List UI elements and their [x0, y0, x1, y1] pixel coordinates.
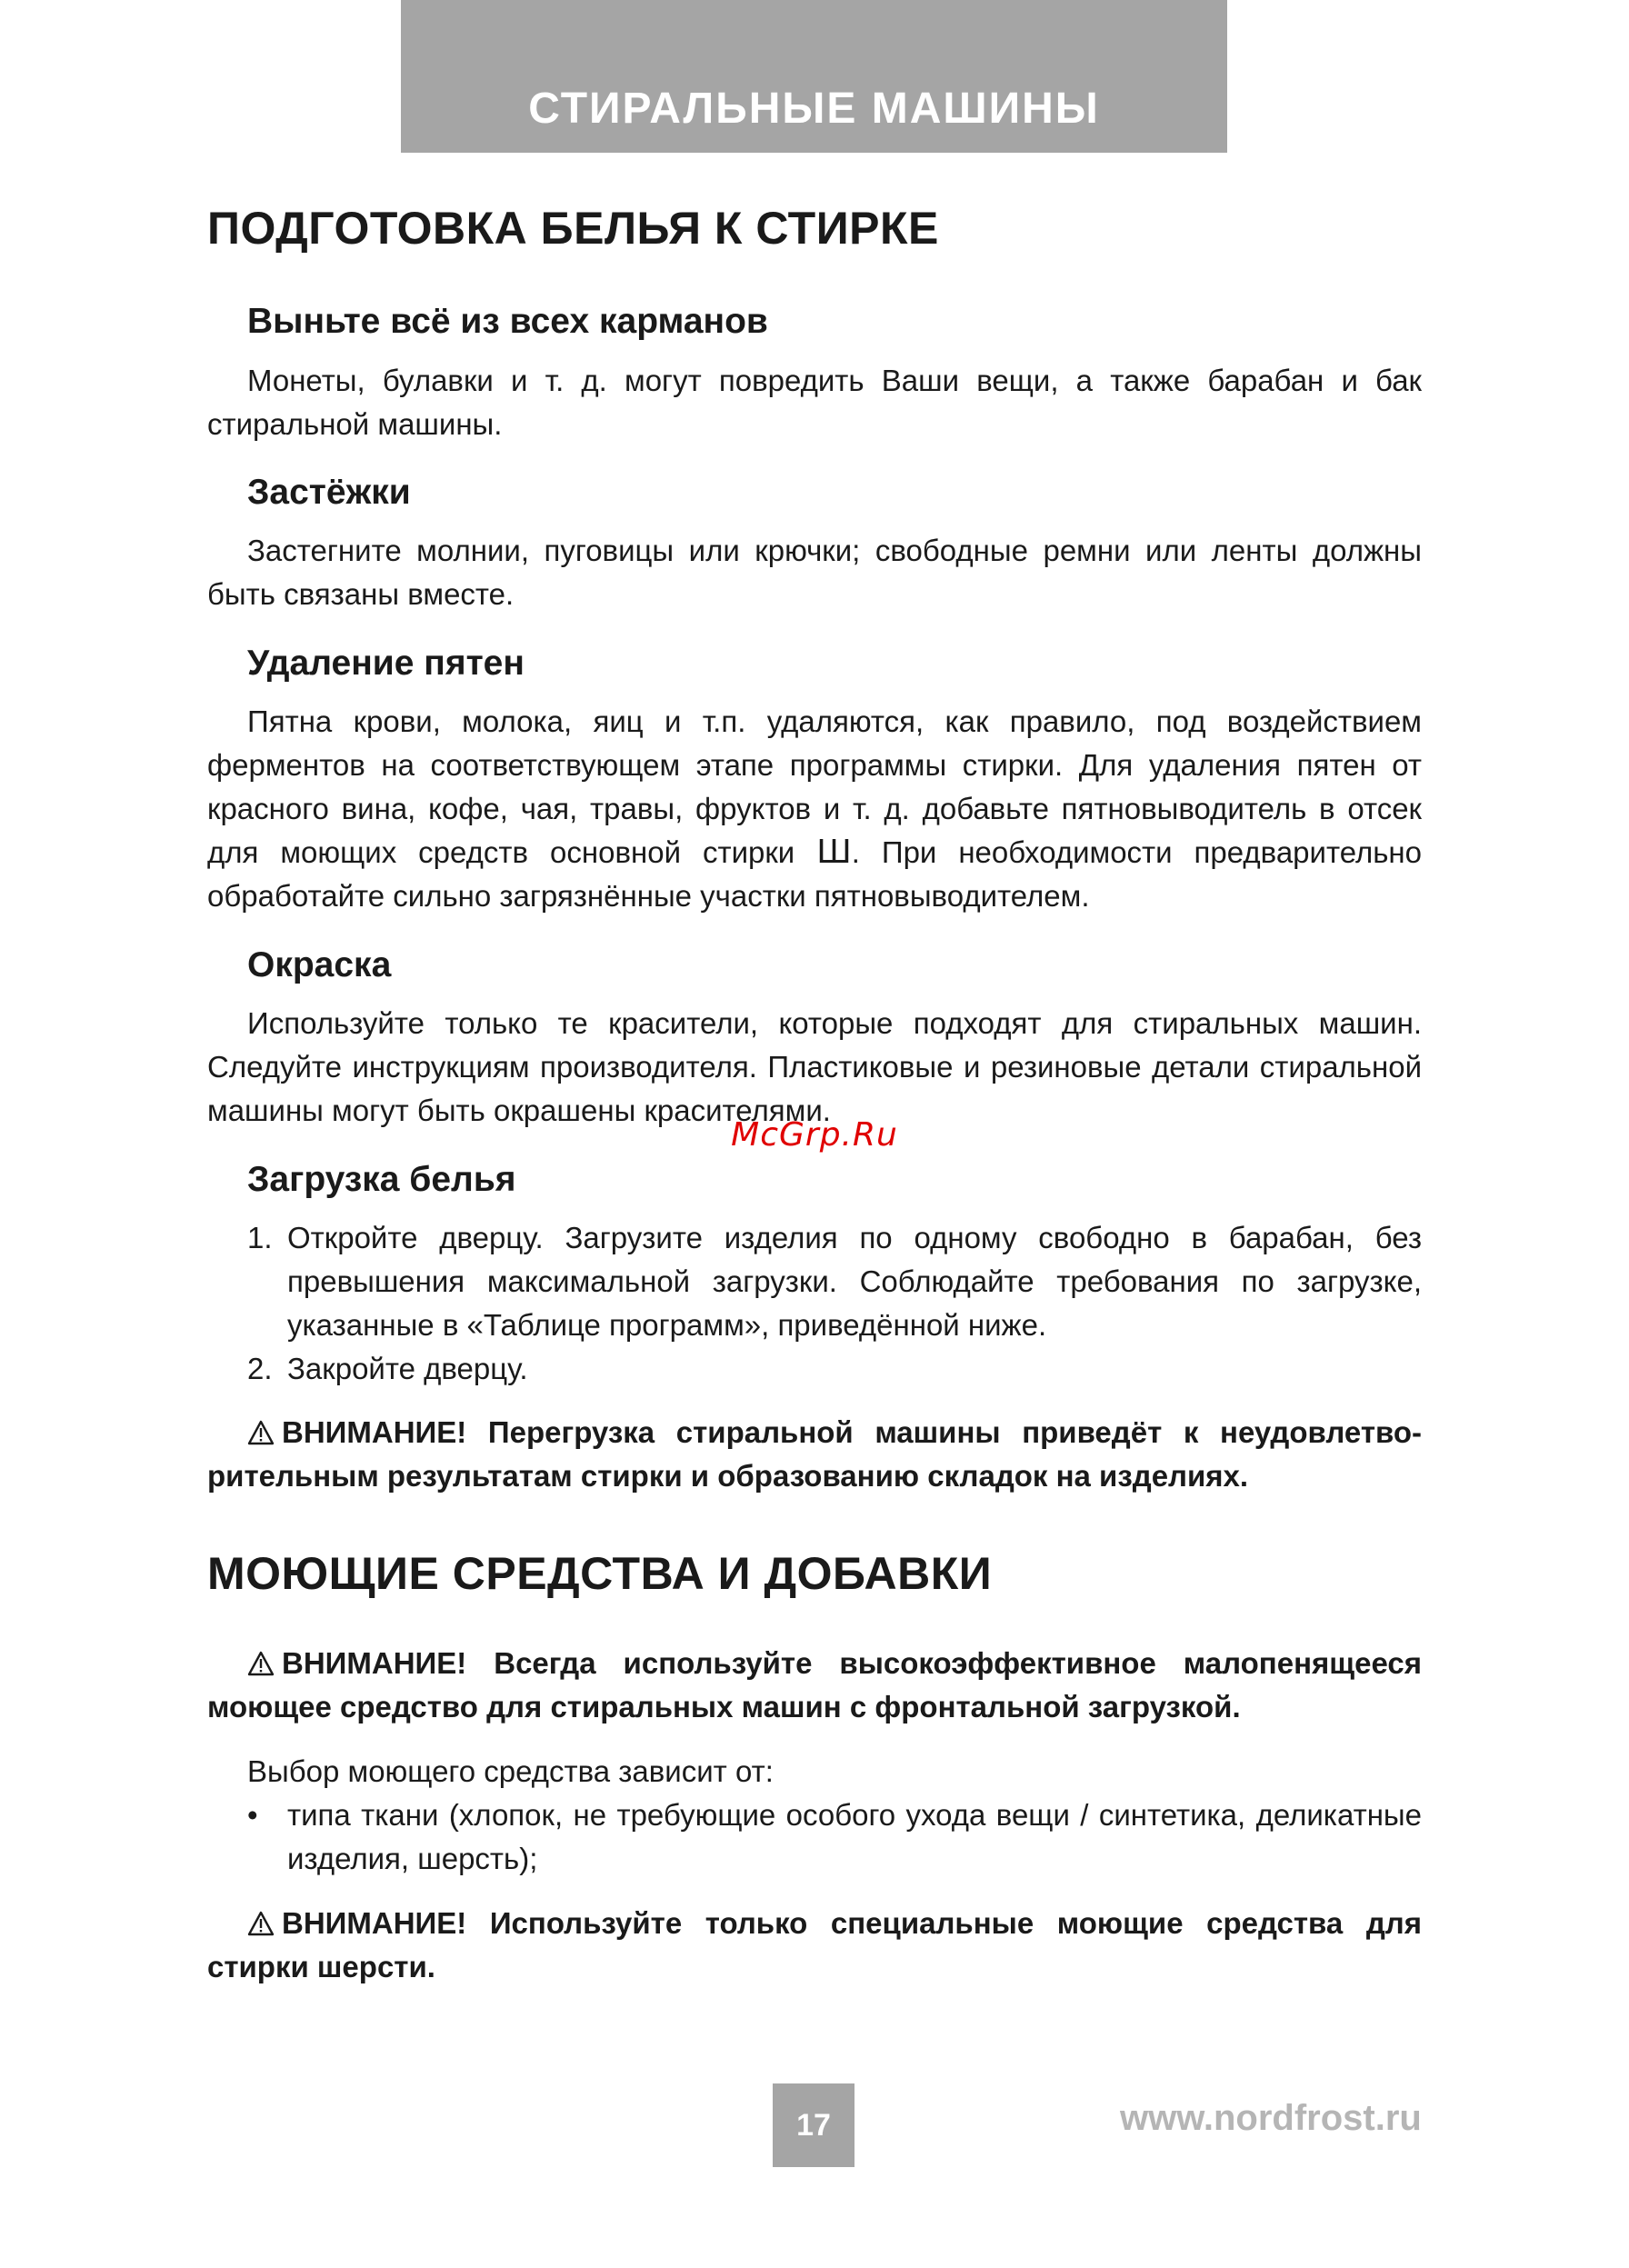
header-title: СТИРАЛЬНЫЕ МАШИНЫ — [528, 85, 1100, 133]
stains-text-part1: Пятна крови, молока, яиц и т.п. удаляются, как правило, под воздействием ферментов на соответствующем этапе программы стирки. Для удаления пятен от красного вина, кофе, чая, травы, фруктов и т. д. добавьте пятновыводитель в отсек для моющих средств основной стирки — [207, 704, 1422, 869]
stains-text-part2: . При необходимости предварительно обработайте сильно загрязнённые участки пятновыводителем. — [207, 835, 1422, 913]
watermark: McGrp.Ru — [731, 1116, 898, 1154]
warning-overload-text: ВНИМАНИЕ! Перегрузка стиральной машины приведёт к неудовлетворительным результатам стирки и образованию складок на изделиях. — [207, 1415, 1422, 1493]
heading-fasteners: Застёжки — [247, 473, 411, 512]
warning-triangle-icon — [247, 1420, 275, 1445]
list-item-text: типа ткани (хлопок, не требующие особого ухода вещи / синтетика, деликатные изделия, шерсть); — [287, 1798, 1422, 1875]
warning-triangle-icon — [247, 1651, 275, 1676]
page-number: 17 — [773, 2083, 854, 2167]
warning-overload — [207, 1411, 1422, 1498]
heading-loading: Загрузка белья — [247, 1160, 516, 1199]
text-dyeing: Используйте только те красители, которые подходят для стиральных машин. Следуйте инструкциям производителя. Пластиковые и резиновые детали стиральной машины могут быть окрашены красителями. — [207, 1006, 1422, 1127]
heading-stains: Удаление пятен — [247, 644, 525, 683]
section-title-preparation: ПОДГОТОВКА БЕЛЬЯ К СТИРКЕ — [207, 203, 939, 254]
text-pockets: Монеты, булавки и т. д. могут повредить Ваши вещи, а также барабан и бак стиральной машины. — [207, 364, 1422, 441]
text-fasteners: Застегните молнии, пуговицы или крючки; свободные ремни или ленты должны быть связаны вместе. — [207, 534, 1422, 611]
main-wash-symbol: Ш — [816, 834, 852, 871]
list-number: 2. — [247, 1352, 273, 1385]
detergent-intro: Выбор моющего средства зависит от: — [247, 1754, 774, 1788]
bullet: • — [247, 1798, 258, 1832]
warning-wool — [207, 1902, 1422, 1989]
list-item-text: Закройте дверцу. — [287, 1352, 528, 1385]
warning-detergent — [207, 1642, 1422, 1729]
section-title-detergents: МОЮЩИЕ СРЕДСТВА И ДОБАВКИ — [207, 1548, 993, 1599]
warning-detergent-text: ВНИМАНИЕ! Всегда используйте высокоэффективное малопенящееся моющее средство для стиральных машин с фронтальной загрузкой. — [207, 1646, 1422, 1723]
list-item — [247, 1347, 1422, 1391]
list-item — [247, 1793, 1422, 1881]
text-stains — [207, 700, 1422, 918]
website-link[interactable]: www.nordfrost.ru — [1120, 2098, 1422, 2138]
heading-pockets: Выньте всё из всех карманов — [247, 302, 768, 341]
header-band — [401, 0, 1227, 153]
list-item — [247, 1216, 1422, 1347]
warning-triangle-icon — [247, 1911, 275, 1936]
list-item-text: Откройте дверцу. Загрузите изделия по одному свободно в барабан, без превышения максимальной загрузки. Соблюдайте требования по загрузке, указанные в «Таблице программ», приведённой ниже. — [287, 1221, 1422, 1342]
warning-wool-text: ВНИМАНИЕ! Используйте только специальные моющие средства для стирки шерсти. — [207, 1906, 1422, 1983]
list-number: 1. — [247, 1221, 273, 1254]
heading-dyeing: Окраска — [247, 945, 392, 984]
